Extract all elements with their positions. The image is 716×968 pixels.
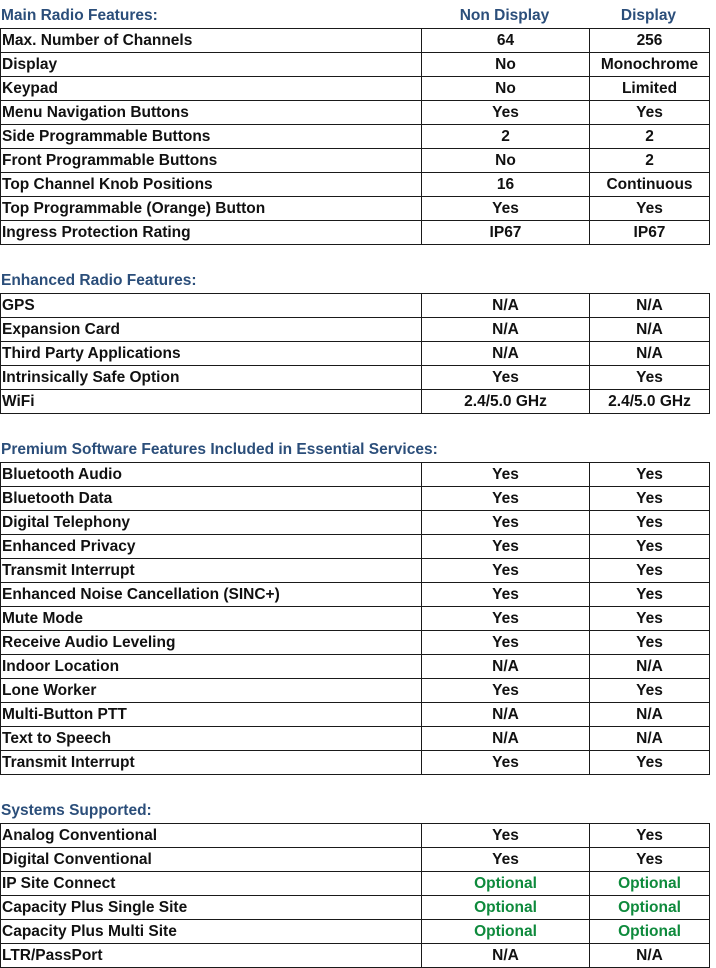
- display-value-cell: Yes: [590, 751, 710, 775]
- display-value-cell: 2: [590, 125, 710, 149]
- table-row: [1, 125, 710, 149]
- feature-name-cell: Ingress Protection Rating: [1, 221, 422, 245]
- table-row: [1, 390, 710, 414]
- feature-name-cell: IP Site Connect: [1, 872, 422, 896]
- section-title: Main Radio Features:: [1, 7, 158, 24]
- table-row: [1, 848, 710, 872]
- table-row: [1, 535, 710, 559]
- feature-name-cell: Text to Speech: [1, 727, 422, 751]
- feature-name-cell: Expansion Card: [1, 318, 422, 342]
- section-title: Systems Supported:: [1, 802, 152, 819]
- section-systems-supported: [0, 799, 716, 968]
- non-display-value-cell: 2: [422, 125, 590, 149]
- feature-name-cell: Menu Navigation Buttons: [1, 101, 422, 125]
- feature-table: [0, 462, 710, 775]
- feature-table: [0, 823, 710, 968]
- non-display-value-cell: IP67: [422, 221, 590, 245]
- table-row: [1, 824, 710, 848]
- table-row: [1, 655, 710, 679]
- display-value-cell: Yes: [590, 631, 710, 655]
- display-value-cell: 2: [590, 149, 710, 173]
- feature-name-cell: Intrinsically Safe Option: [1, 366, 422, 390]
- table-row: [1, 920, 710, 944]
- feature-name-cell: Lone Worker: [1, 679, 422, 703]
- display-value-cell: Yes: [590, 848, 710, 872]
- table-row: [1, 149, 710, 173]
- table-row: [1, 896, 710, 920]
- non-display-value-cell: Yes: [422, 197, 590, 221]
- feature-name-cell: Top Channel Knob Positions: [1, 173, 422, 197]
- column-header-display: Display: [620, 7, 677, 24]
- non-display-value-cell: Yes: [422, 511, 590, 535]
- feature-name-cell: Bluetooth Audio: [1, 463, 422, 487]
- non-display-value-cell: Yes: [422, 679, 590, 703]
- feature-name-cell: Capacity Plus Multi Site: [1, 920, 422, 944]
- display-value-cell: Continuous: [590, 173, 710, 197]
- section-title: Premium Software Features Included in Essential Services:: [1, 441, 438, 458]
- non-display-value-cell: N/A: [422, 944, 590, 968]
- display-value-cell: Yes: [590, 101, 710, 125]
- section-premium-software-features: [0, 438, 716, 775]
- table-row: [1, 872, 710, 896]
- non-display-value-cell: Optional: [422, 872, 590, 896]
- non-display-value-cell: N/A: [422, 342, 590, 366]
- table-row: [1, 463, 710, 487]
- table-row: [1, 53, 710, 77]
- non-display-value-cell: Optional: [422, 920, 590, 944]
- display-value-cell: Yes: [590, 487, 710, 511]
- feature-name-cell: Mute Mode: [1, 607, 422, 631]
- display-value-cell: 256: [590, 29, 710, 53]
- non-display-value-cell: No: [422, 77, 590, 101]
- table-row: [1, 583, 710, 607]
- table-row: [1, 631, 710, 655]
- table-row: [1, 607, 710, 631]
- non-display-value-cell: Yes: [422, 487, 590, 511]
- feature-name-cell: Bluetooth Data: [1, 487, 422, 511]
- non-display-value-cell: Yes: [422, 751, 590, 775]
- column-header-non-display: Non Display: [459, 7, 550, 24]
- spec-comparison-page: [0, 4, 716, 968]
- non-display-value-cell: Yes: [422, 848, 590, 872]
- section-enhanced-radio-features: [0, 269, 716, 414]
- feature-name-cell: Third Party Applications: [1, 342, 422, 366]
- table-row: [1, 173, 710, 197]
- display-value-cell: N/A: [590, 294, 710, 318]
- display-value-cell: Yes: [590, 535, 710, 559]
- non-display-value-cell: Yes: [422, 559, 590, 583]
- table-row: [1, 679, 710, 703]
- display-value-cell: Optional: [590, 896, 710, 920]
- section-header: [0, 4, 716, 28]
- table-row: [1, 487, 710, 511]
- display-value-cell: N/A: [590, 318, 710, 342]
- display-value-cell: Yes: [590, 511, 710, 535]
- display-value-cell: Yes: [590, 607, 710, 631]
- non-display-value-cell: Yes: [422, 101, 590, 125]
- feature-name-cell: Enhanced Privacy: [1, 535, 422, 559]
- table-row: [1, 727, 710, 751]
- feature-name-cell: Indoor Location: [1, 655, 422, 679]
- display-value-cell: N/A: [590, 342, 710, 366]
- non-display-value-cell: No: [422, 149, 590, 173]
- non-display-value-cell: No: [422, 53, 590, 77]
- feature-name-cell: LTR/PassPort: [1, 944, 422, 968]
- section-header: [0, 799, 716, 823]
- display-value-cell: N/A: [590, 944, 710, 968]
- display-value-cell: Yes: [590, 824, 710, 848]
- table-row: [1, 101, 710, 125]
- non-display-value-cell: Yes: [422, 824, 590, 848]
- display-value-cell: Yes: [590, 583, 710, 607]
- non-display-value-cell: N/A: [422, 703, 590, 727]
- display-value-cell: IP67: [590, 221, 710, 245]
- display-value-cell: Yes: [590, 463, 710, 487]
- display-value-cell: Optional: [590, 872, 710, 896]
- display-value-cell: N/A: [590, 703, 710, 727]
- non-display-value-cell: Yes: [422, 607, 590, 631]
- feature-name-cell: Analog Conventional: [1, 824, 422, 848]
- table-row: [1, 944, 710, 968]
- non-display-value-cell: N/A: [422, 727, 590, 751]
- feature-name-cell: GPS: [1, 294, 422, 318]
- table-row: [1, 318, 710, 342]
- non-display-value-cell: Yes: [422, 463, 590, 487]
- non-display-value-cell: 16: [422, 173, 590, 197]
- table-row: [1, 221, 710, 245]
- table-row: [1, 703, 710, 727]
- display-value-cell: Yes: [590, 679, 710, 703]
- feature-name-cell: Multi-Button PTT: [1, 703, 422, 727]
- section-main-radio-features: [0, 4, 716, 245]
- display-value-cell: N/A: [590, 655, 710, 679]
- feature-name-cell: Max. Number of Channels: [1, 29, 422, 53]
- feature-name-cell: Display: [1, 53, 422, 77]
- feature-name-cell: Front Programmable Buttons: [1, 149, 422, 173]
- table-row: [1, 511, 710, 535]
- display-value-cell: 2.4/5.0 GHz: [590, 390, 710, 414]
- feature-name-cell: Enhanced Noise Cancellation (SINC+): [1, 583, 422, 607]
- display-value-cell: N/A: [590, 727, 710, 751]
- feature-name-cell: Transmit Interrupt: [1, 751, 422, 775]
- display-value-cell: Yes: [590, 366, 710, 390]
- table-row: [1, 77, 710, 101]
- display-value-cell: Monochrome: [590, 53, 710, 77]
- non-display-value-cell: Yes: [422, 535, 590, 559]
- non-display-value-cell: Yes: [422, 631, 590, 655]
- display-value-cell: Yes: [590, 197, 710, 221]
- table-row: [1, 751, 710, 775]
- feature-name-cell: Digital Telephony: [1, 511, 422, 535]
- table-row: [1, 559, 710, 583]
- feature-name-cell: Capacity Plus Single Site: [1, 896, 422, 920]
- table-row: [1, 294, 710, 318]
- section-header: [0, 438, 716, 462]
- non-display-value-cell: N/A: [422, 655, 590, 679]
- display-value-cell: Optional: [590, 920, 710, 944]
- non-display-value-cell: Yes: [422, 583, 590, 607]
- display-value-cell: Limited: [590, 77, 710, 101]
- feature-table: [0, 293, 710, 414]
- feature-table: [0, 28, 710, 245]
- feature-name-cell: Receive Audio Leveling: [1, 631, 422, 655]
- table-row: [1, 29, 710, 53]
- section-header: [0, 269, 716, 293]
- feature-name-cell: Transmit Interrupt: [1, 559, 422, 583]
- non-display-value-cell: Yes: [422, 366, 590, 390]
- non-display-value-cell: 2.4/5.0 GHz: [422, 390, 590, 414]
- feature-name-cell: Side Programmable Buttons: [1, 125, 422, 149]
- table-row: [1, 342, 710, 366]
- non-display-value-cell: N/A: [422, 318, 590, 342]
- table-row: [1, 366, 710, 390]
- display-value-cell: Yes: [590, 559, 710, 583]
- non-display-value-cell: Optional: [422, 896, 590, 920]
- feature-name-cell: WiFi: [1, 390, 422, 414]
- non-display-value-cell: 64: [422, 29, 590, 53]
- table-row: [1, 197, 710, 221]
- non-display-value-cell: N/A: [422, 294, 590, 318]
- feature-name-cell: Digital Conventional: [1, 848, 422, 872]
- section-title: Enhanced Radio Features:: [1, 272, 197, 289]
- feature-name-cell: Keypad: [1, 77, 422, 101]
- feature-name-cell: Top Programmable (Orange) Button: [1, 197, 422, 221]
